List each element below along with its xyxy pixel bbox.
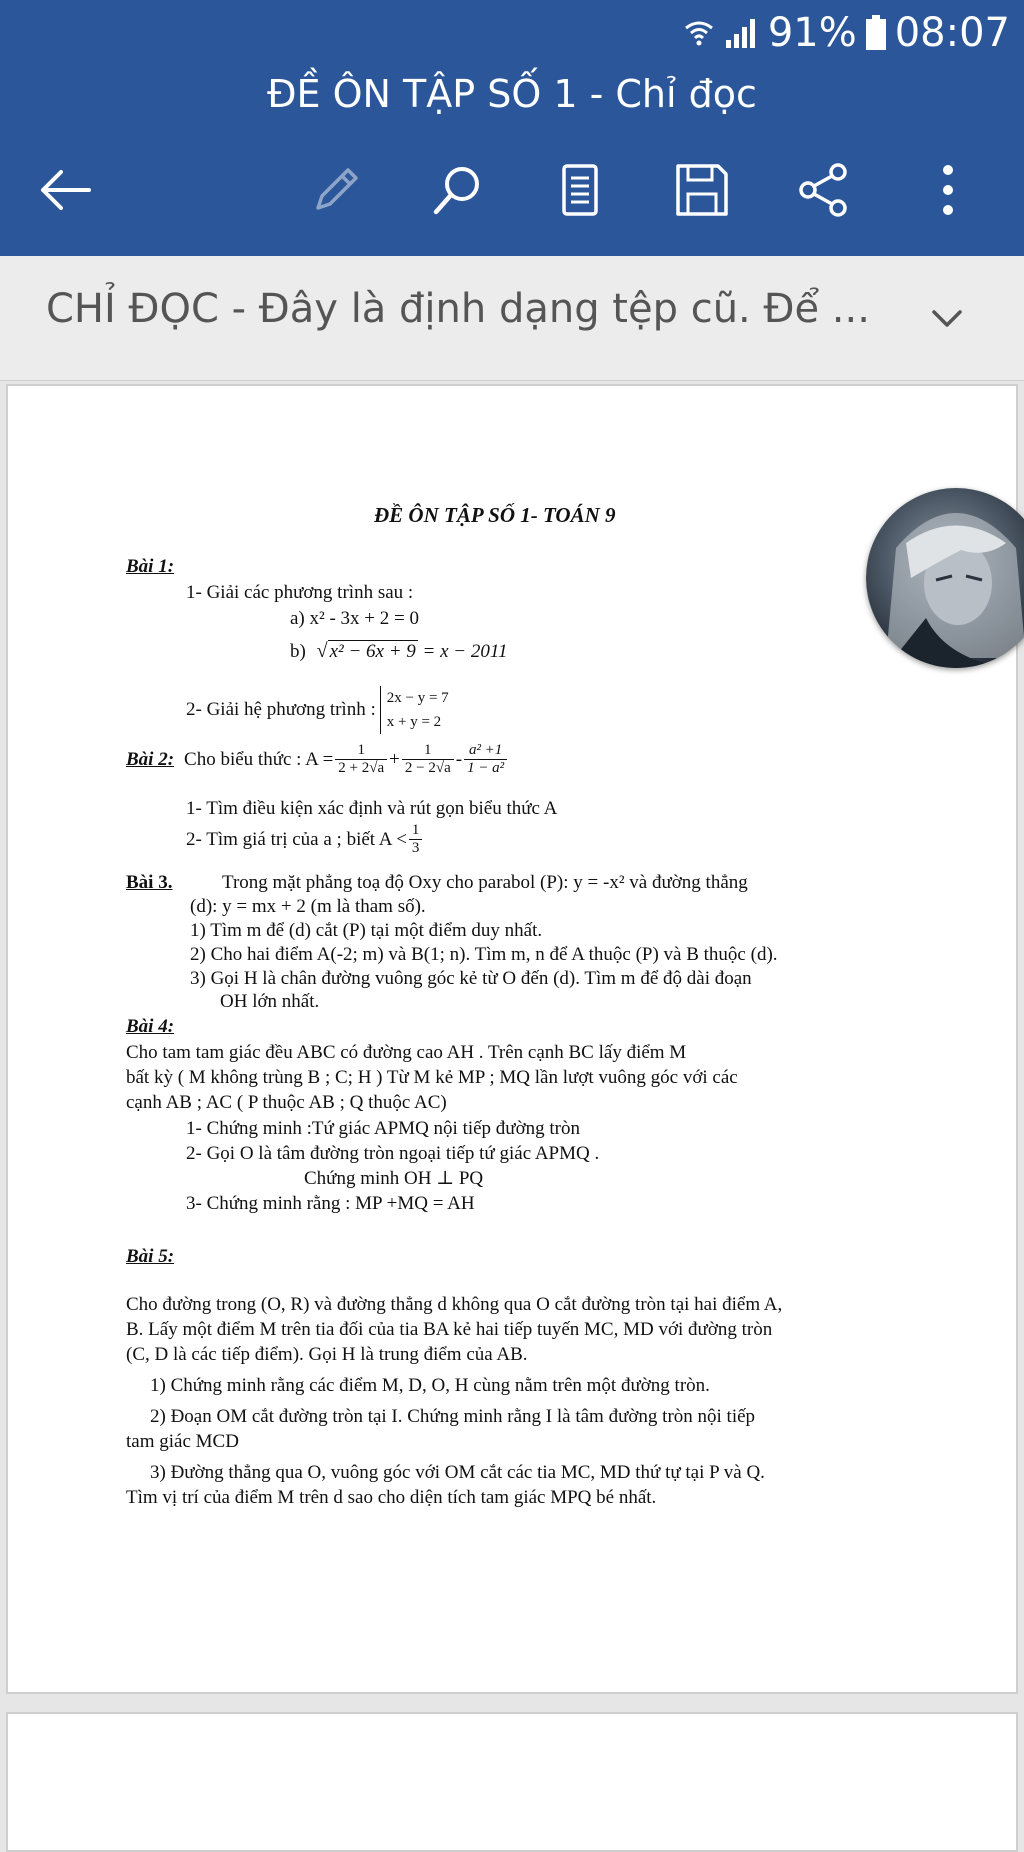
minus-sign: - [455,748,463,770]
bai5-line3: (C, D là các tiếp điểm). Gọi H là trung điểm của AB. [126,1344,528,1365]
bai3-item2: 2) Cho hai điểm A(-2; m) và B(1; n). Tìm m, n để A thuộc (P) và B thuộc (d). [190,944,778,965]
save-icon[interactable] [662,150,742,230]
bai4-q3: 3- Chứng minh rằng : MP +MQ = AH [186,1193,475,1214]
bai1-heading: Bài 1: [126,556,175,577]
bai2-expr-prefix: Cho biểu thức : A = [184,748,334,770]
bai5-q1: 1) Chứng minh rằng các điểm M, D, O, H cùng nằm trên một đường tròn. [150,1375,710,1396]
status-bar [682,8,1010,58]
back-arrow-icon[interactable] [25,150,105,230]
fraction-1 [335,742,387,777]
bai1-b [290,640,507,663]
bai3-item1: 1) Tìm m để (d) cắt (P) tại một điểm duy nhất. [190,920,543,941]
bai5-q2: 2) Đoạn OM cắt đường tròn tại I. Chứng minh rằng I là tâm đường tròn nội tiếp [150,1406,756,1427]
bai4-q1: 1- Chứng minh :Tứ giác APMQ nội tiếp đường tròn [186,1118,581,1139]
toolbar [0,150,1024,230]
more-vertical-icon[interactable] [908,150,988,230]
bai1-b-rhs: = x − 2011 [417,641,508,662]
bai2-q2-text: 2- Tìm giá trị của a ; biết A < [186,828,407,850]
battery-percent: 91% [767,10,857,56]
bai2-heading: Bài 2: [126,748,175,770]
chevron-down-icon[interactable] [922,294,972,344]
reading-view-icon[interactable] [540,150,620,230]
equation-system [380,686,449,734]
banner-text: CHỈ ĐỌC - Đây là định dạng tệp cũ. Để ... [46,286,870,332]
share-icon[interactable] [784,150,864,230]
bai1-b-label: b) [290,641,306,662]
bai4-heading: Bài 4: [126,1016,175,1037]
bai4-line3: cạnh AB ; AC ( P thuộc AB ; Q thuộc AC) [126,1092,447,1113]
bai3-item3-cont: OH lớn nhất. [220,991,320,1012]
bai3-item3: 3) Gọi H là chân đường vuông góc kẻ từ O đến (d). Tìm m để độ dài đoạn [190,968,752,989]
pen-edit-icon[interactable] [296,150,376,230]
bai5-q3: 3) Đường thẳng qua O, vuông góc với OM cắt các tia MC, MD thứ tự tại P và Q. [150,1462,765,1483]
wifi-icon [682,16,716,50]
fraction-3-num: a² +1 [464,742,507,760]
fraction-1-num: 1 [335,742,387,760]
next-document-page[interactable] [6,1712,1018,1852]
fraction-3 [464,742,507,777]
bai2-q1: 1- Tìm điều kiện xác định và rút gọn biểu thức A [186,798,558,819]
document-title: ĐỀ ÔN TẬP SỐ 1 - Chỉ đọc [267,72,757,116]
fraction-1-den: 2 + 2√a [338,760,385,776]
system-eq1: 2x − y = 7 [386,690,449,706]
bai3-line1: Trong mặt phẳng toạ độ Oxy cho parabol (P): y = -x² và đường thẳng [222,872,748,893]
bai3-heading: Bài 3. [126,872,173,893]
bai4-q2: 2- Gọi O là tâm đường tròn ngoại tiếp tứ giác APMQ . [186,1143,600,1164]
bai5-line2: B. Lấy một điểm M trên tia đối của tia BA kẻ hai tiếp tuyến MC, MD với đường tròn [126,1319,773,1340]
bai5-line1: Cho đường trong (O, R) và đường thẳng d không qua O cắt đường tròn tại hai điểm A, [126,1294,783,1315]
fraction-one-third [409,822,423,857]
bai1-q1: 1- Giải các phương trình sau : [186,582,414,603]
fraction-2-num: 1 [402,742,454,760]
battery-icon [865,15,887,51]
bai3-line2: (d): y = mx + 2 (m là tham số). [190,896,426,917]
clock: 08:07 [894,10,1010,56]
fraction-3-den: 1 − a² [467,760,505,776]
bai4-line1: Cho tam tam giác đều ABC có đường cao AH . Trên cạnh BC lấy điểm M [126,1042,687,1063]
exam-title: ĐỀ ÔN TẬP SỐ 1- TOÁN 9 [374,503,616,527]
bai1-a: a) x² - 3x + 2 = 0 [290,608,419,629]
fraction-one-third-num: 1 [409,822,423,840]
bai2-q2 [186,822,424,857]
bai1-b-radicand: x² − 6x + 9 [329,641,416,662]
plus-sign: + [389,748,400,770]
system-eq2: x + y = 2 [386,714,442,730]
bai1-q2 [186,686,449,734]
search-icon[interactable] [418,150,498,230]
fraction-2 [402,742,454,777]
bai4-q2-cont: Chứng minh OH ⊥ PQ [304,1168,484,1189]
fraction-one-third-den: 3 [411,840,420,856]
app-bar [0,0,1024,256]
fraction-2-den: 2 − 2√a [404,760,451,776]
bai5-q2-cont: tam giác MCD [126,1431,239,1452]
bai1-q2-text: 2- Giải hệ phương trình : [186,699,376,720]
signal-icon [724,16,760,50]
bai2-line [126,742,509,777]
bai4-line2: bất kỳ ( M không trùng B ; C; H ) Từ M kẻ MP ; MQ lần lượt vuông góc với các [126,1067,738,1088]
read-only-banner[interactable] [0,256,1024,381]
bai5-heading: Bài 5: [126,1246,175,1267]
bai5-q3-cont: Tìm vị trí của điểm M trên d sao cho diện tích tam giác MPQ bé nhất. [126,1487,657,1508]
sqrt-icon: √ [316,640,328,662]
